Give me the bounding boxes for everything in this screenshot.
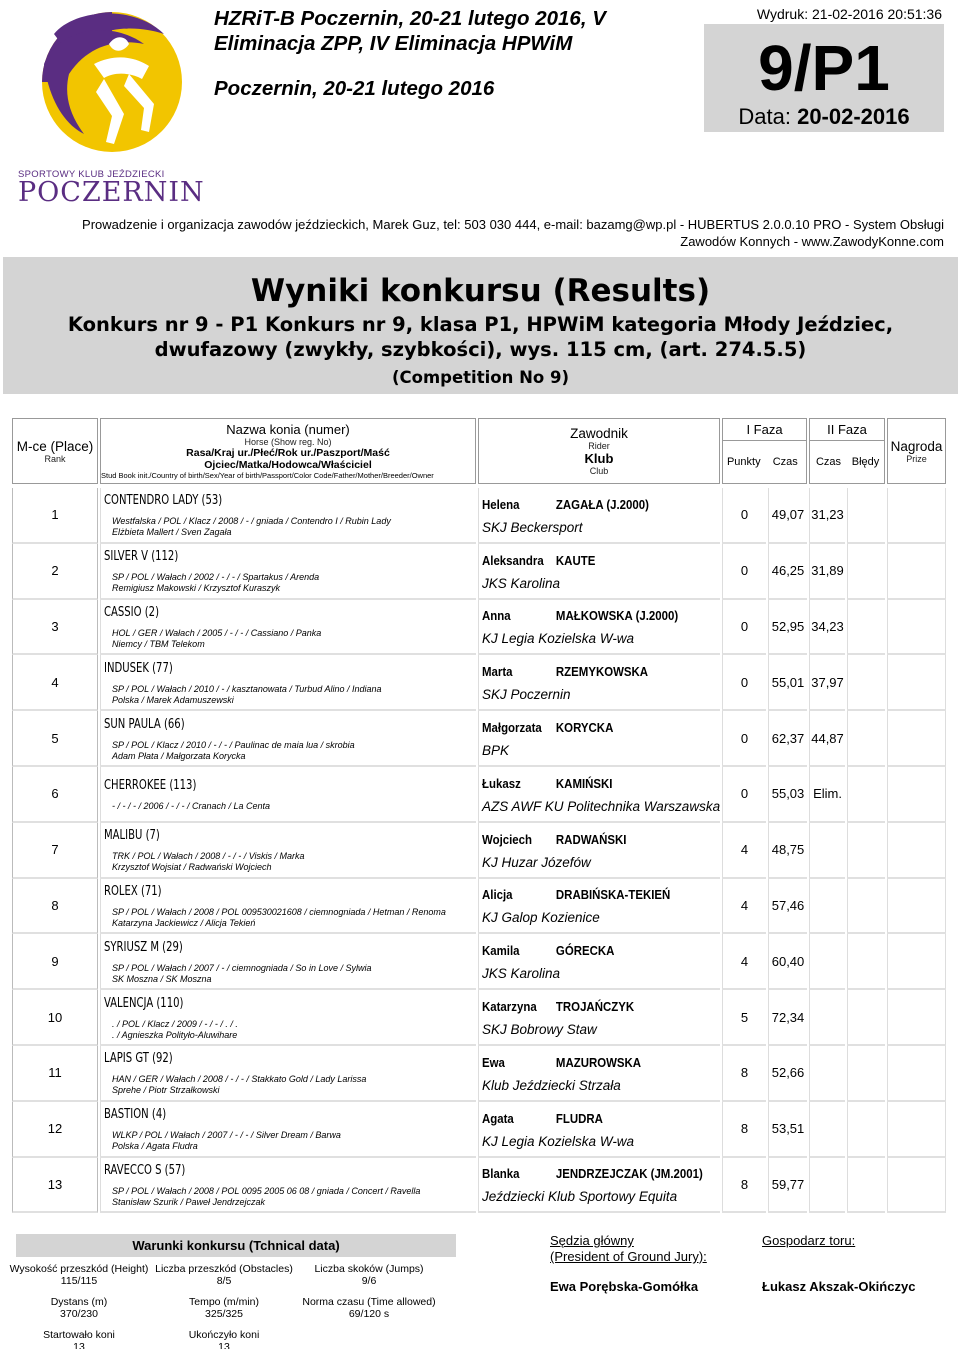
logo-text-top: SPORTOWY KLUB JEŹDZIECKI [18,169,165,180]
points-cell: 0 [722,655,766,711]
horse-info-line1: SP / POL / Wałach / 2002 / - / - / Spartakus / Arenda [112,572,320,583]
time1-cell: 48,75 [768,823,807,879]
horse-info-line2: Remigiusz Makowski / Krzysztof Kuraszyk [112,583,281,594]
horse-info-line2: Sprehe / Piotr Strzałkowski [112,1085,220,1096]
technical-item [154,1296,294,1329]
rider-name [482,999,688,1014]
rider-first-name: Blanka [482,1166,520,1182]
faults2-cell [847,544,885,600]
horse-cell [100,823,476,879]
rider-last-name: KAUTE [555,552,596,568]
faults2-cell [847,767,885,823]
rider-last-name: RZEMYKOWSKA [555,664,649,680]
organizer-info: Prowadzenie i organizacja zawodów jeździeckich, Marek Guz, tel: 503 030 444, e-mail: bazamg@wp.pl - HUBERTUS 2.0.0.10 PRO - System Obsługi Zawodów Konnych - www.ZawodyKonne.com [82,217,944,249]
points-cell: 4 [722,934,766,990]
horse-cell [100,934,476,990]
rider-club: KJ Legia Kozielska W-wa [482,631,635,647]
horse-info [104,1074,472,1096]
place-cell: 6 [12,767,98,823]
rider-first-name: Helena [482,496,520,512]
col-horse-sub3: Ojciec/Matka/Hodowca/Właściciel [204,459,372,471]
judge-name: Ewa Porębska-Gomółka [550,1279,699,1294]
logo-text-bottom: POCZERNIN [18,177,205,208]
rider-club: JKS Karolina [482,966,561,982]
table-row [12,1102,946,1158]
horse-cell [100,1046,476,1102]
rider-club: SKJ Beckersport [482,519,583,535]
horse-name: RAVECCO S (57) [104,1162,186,1178]
results-banner [3,257,958,394]
horse-name: SUN PAULA (66) [104,716,185,732]
horse-cell [100,1102,476,1158]
rider-cell [478,767,720,823]
prize-cell [887,711,946,767]
rider-first-name: Aleksandra [482,552,544,568]
col-rider-sub: Rider [588,441,610,451]
horse-info-line2: Katarzyna Jackiewicz / Alicja Tekień [112,917,256,928]
print-timestamp: Wydruk: 21-02-2016 20:51:36 [756,6,942,22]
host-label: Gospodarz toru: [762,1233,856,1248]
club-logo [14,4,205,209]
horse-name: CHERROKEE (113) [104,777,197,793]
date-value: 20-02-2016 [797,104,910,129]
horse-name: SILVER V (112) [104,549,179,565]
horse-cell [100,711,476,767]
technical-item [4,1329,154,1349]
rider-cell [478,655,720,711]
horse-info-line2: Adam Płata / Małgorzata Korycka [112,750,246,761]
horse-info-line2: Polska / Agata Fludra [112,1141,198,1152]
prize-cell [887,488,946,544]
time1-cell: 52,66 [768,1046,807,1102]
horse-cell [100,488,476,544]
place-cell: 7 [12,823,98,879]
rider-name [482,943,688,958]
technical-label: Norma czasu (Time allowed) [302,1296,436,1308]
rider-name [482,664,688,679]
competition-date [704,104,944,130]
prize-cell [887,600,946,656]
rider-cell [478,934,720,990]
horse-info-line1: SP / POL / Wałach / 2008 / POL 009530021608 / ciemnogniada / Hetman / Renoma [112,906,446,917]
horse-info-line2: Niemcy / TBM Telekom [112,638,205,649]
horse-name: MALIBU (7) [104,828,160,844]
table-row [12,488,946,544]
col-place-label: M-ce (Place) [16,438,94,454]
technical-label: Liczba przeszkód (Obstacles) [155,1263,293,1275]
table-row [12,767,946,823]
event-subtitle: Poczernin, 20-21 lutego 2016 [214,77,495,100]
rider-club: KJ Huzar Józefów [482,854,591,870]
place-cell: 10 [12,990,98,1046]
rider-club: SKJ Bobrowy Staw [482,1022,597,1038]
rider-club: Klub Jeździecki Strzała [482,1077,621,1093]
place-cell: 2 [12,544,98,600]
technical-item [294,1263,444,1296]
place-cell: 9 [12,934,98,990]
points-cell: 4 [722,823,766,879]
time2-cell: Elim. [809,767,845,823]
rider-last-name: MAŁKOWSKA (J.2000) [555,608,679,624]
place-cell: 3 [12,600,98,656]
horse-info-line1: TRK / POL / Wałach / 2008 / - / - / Viskis / Marka [112,851,305,862]
rider-last-name: JENDRZEJCZAK (JM.2001) [555,1166,703,1182]
prize-cell [887,879,946,935]
horse-name: CONTENDRO LADY (53) [104,493,223,509]
table-row [12,879,946,935]
time1-cell: 55,03 [768,767,807,823]
rider-last-name: RADWAŃSKI [555,831,627,847]
points-cell: 0 [722,711,766,767]
rider-name [482,832,688,847]
horse-name: BASTION (4) [104,1107,167,1123]
horse-info [104,851,472,873]
rider-cell [478,544,720,600]
time2-cell [809,1158,845,1214]
technical-value: 69/120 s [348,1308,390,1320]
rider-first-name: Katarzyna [482,999,537,1015]
time2-cell [809,879,845,935]
faults2-cell [847,1102,885,1158]
horse-info [104,684,472,706]
rider-last-name: DRABIŃSKA-TEKIEŃ [555,887,671,903]
time1-cell: 60,40 [768,934,807,990]
col-horse-sub1: Horse (Show reg. No) [244,437,332,447]
horse-info [104,628,472,650]
table-row [12,655,946,711]
technical-title: Warunki konkursu (Tchnical data) [16,1234,456,1257]
rider-cell [478,711,720,767]
faults2-cell [847,934,885,990]
horse-info-line2: Krzysztof Wojsiat / Radwański Wojciech [112,862,272,873]
faults2-cell [847,711,885,767]
horse-name: VALENCJA (110) [104,995,184,1011]
rider-last-name: MAZUROWSKA [555,1054,642,1070]
points-cell: 0 [722,544,766,600]
technical-label: Liczba skoków (Jumps) [314,1263,424,1275]
horse-info-line2: SK Moszna / SK Moszna [112,973,212,984]
col-horse-label: Nazwa konia (numer) [226,422,350,437]
col-horse [100,418,476,484]
rider-cell [478,1158,720,1214]
rider-name [482,1166,703,1182]
points-cell: 8 [722,1046,766,1102]
col-club-sub: Club [589,466,609,476]
time1-cell: 72,34 [768,990,807,1046]
prize-cell [887,934,946,990]
rider-last-name: FLUDRA [555,1110,603,1126]
technical-item [154,1329,294,1349]
technical-item [4,1263,154,1296]
prize-cell [887,1158,946,1214]
prize-cell [887,990,946,1046]
rider-cell [478,600,720,656]
rider-name [482,887,688,902]
horse-info-line1: SP / POL / Wałach / 2010 / - / kasztanowata / Turbud Alino / Indiana [112,683,382,694]
col-faults: Błędy [851,456,880,468]
col-horse-sub4: Stud Book init./Country of birth/Sex/Year of birth/Passport/Color Code/Father/Mother/Breeder/Owner [101,471,434,480]
table-row [12,1158,946,1214]
horse-info [104,801,472,812]
col-rider-label: Zawodnik [570,426,628,441]
time2-cell: 44,87 [809,711,845,767]
rider-club: SKJ Poczernin [482,687,571,703]
table-row [12,600,946,656]
technical-value: 13 [73,1341,85,1349]
rider-club: BPK [482,743,510,759]
prize-cell [887,823,946,879]
time2-cell [809,1102,845,1158]
rider-last-name: ZAGAŁA (J.2000) [555,496,649,512]
place-cell: 1 [12,488,98,544]
competition-number: (Competition No 9) [391,368,569,387]
time1-cell: 55,01 [768,655,807,711]
time1-cell: 59,77 [768,1158,807,1214]
horse-cell [100,879,476,935]
points-cell: 8 [722,1102,766,1158]
prize-cell [887,655,946,711]
date-label: Data: [738,104,791,129]
rider-cell [478,488,720,544]
technical-value: 325/325 [205,1308,243,1320]
rider-first-name: Anna [482,608,511,624]
technical-value: 9/6 [361,1275,377,1287]
horse-name: LAPIS GT (92) [104,1051,173,1067]
prize-cell [887,767,946,823]
horse-name: CASSIO (2) [104,604,159,620]
horse-cell [100,655,476,711]
faults2-cell [847,600,885,656]
rider-first-name: Marta [482,664,513,680]
col-rider [478,418,720,484]
rider-name [482,553,688,568]
technical-value: 13 [218,1341,230,1349]
col-phase1 [722,418,807,484]
horse-info-line2: Polska / Marek Adamuszewski [112,694,234,705]
horse-info-line1: - / - / - / 2006 / - / - / Cranach / La Centa [112,800,271,811]
time2-cell: 34,23 [809,600,845,656]
horse-cell [100,1158,476,1214]
place-cell: 12 [12,1102,98,1158]
rider-cell [478,990,720,1046]
rider-club: Jeździecki Klub Sportowy Equita [482,1189,678,1205]
rider-club: KJ Legia Kozielska W-wa [482,1133,635,1149]
faults2-cell [847,879,885,935]
prize-cell [887,1046,946,1102]
technical-grid [4,1263,456,1349]
technical-value: 8/5 [216,1275,232,1287]
technical-label: Tempo (m/min) [188,1296,259,1308]
competition-code: 9/P1 [758,32,890,104]
technical-data [9,1234,456,1349]
faults2-cell [847,823,885,879]
horse-info-line1: HOL / GER / Wałach / 2005 / - / - / Cassiano / Panka [112,627,322,638]
points-cell: 4 [722,879,766,935]
col-phase2-label: II Faza [810,419,884,441]
horse-info-line1: SP / POL / Wałach / 2008 / POL 0095 2005 06 08 / gniada / Concert / Ravella [112,1185,421,1196]
rider-first-name: Kamila [482,943,520,959]
rider-first-name: Agata [482,1110,514,1126]
technical-label: Ukończyło koni [188,1329,260,1341]
technical-label: Dystans (m) [50,1296,108,1308]
rider-club: KJ Galop Kozienice [482,910,600,926]
horse-name: SYRIUSZ M (29) [104,939,183,955]
faults2-cell [847,990,885,1046]
competition-code-box [704,24,944,132]
technical-item [154,1263,294,1296]
judge-label-line2: (President of Ground Jury): [550,1249,707,1264]
horse-info-line1: WLKP / POL / Wałach / 2007 / - / - / Silver Dream / Barwa [112,1130,341,1141]
technical-label: Startowało koni [43,1329,115,1341]
points-cell: 8 [722,1158,766,1214]
technical-label: Wysokość przeszkód (Height) [9,1263,149,1275]
time2-cell: 37,97 [809,655,845,711]
table-row [12,823,946,879]
place-cell: 13 [12,1158,98,1214]
time2-cell: 31,23 [809,488,845,544]
points-cell: 0 [722,600,766,656]
horse-info-line2: . / Agnieszka Polityło-Aluwihare [112,1029,238,1040]
col-prize-label: Nagroda [890,438,943,454]
prize-cell [887,544,946,600]
col-club-label: Klub [584,451,614,466]
points-cell: 0 [722,767,766,823]
col-points: Punkty [726,456,761,468]
time1-cell: 46,25 [768,544,807,600]
horse-info-line2: Stanisław Szurik / Paweł Jendrzejczak [112,1196,266,1207]
place-cell: 11 [12,1046,98,1102]
rider-club: JKS Karolina [482,575,561,591]
table-row [12,934,946,990]
col-prize [887,418,946,484]
faults2-cell [847,1158,885,1214]
time2-cell [809,990,845,1046]
horse-info [104,516,472,538]
col-place-sub: Rank [44,453,66,464]
horse-cell [100,544,476,600]
place-cell: 4 [12,655,98,711]
rider-club: AZS AWF KU Politechnika Warszawska [482,798,721,814]
rider-cell [478,823,720,879]
technical-value: 370/230 [60,1308,98,1320]
table-row [12,711,946,767]
horse-info [104,740,472,762]
col-time1: Czas [772,456,798,468]
points-cell: 0 [722,488,766,544]
horse-info [104,1019,472,1041]
rider-name [482,776,688,791]
points-cell: 5 [722,990,766,1046]
horse-info [104,907,472,929]
results-rows [12,488,946,1213]
rider-name [482,1055,688,1070]
rider-name [482,1111,688,1126]
rider-first-name: Wojciech [482,831,533,847]
rider-last-name: TROJAŃCZYK [555,999,635,1015]
time2-cell [809,934,845,990]
col-phase1-label: I Faza [723,419,806,441]
time1-cell: 53,51 [768,1102,807,1158]
place-cell: 5 [12,711,98,767]
table-row [12,990,946,1046]
judge-label-line1: Sędzia główny [550,1233,634,1248]
horse-info [104,963,472,985]
rider-name [482,497,688,512]
rider-first-name: Łukasz [482,775,521,791]
horse-info-line1: HAN / GER / Wałach / 2008 / - / - / Stakkato Gold / Lady Larissa [112,1074,367,1085]
place-cell: 8 [12,879,98,935]
horse-info [104,572,472,594]
horse-info [104,1186,472,1208]
faults2-cell [847,488,885,544]
col-place [12,418,98,484]
rider-cell [478,1046,720,1102]
rider-cell [478,1102,720,1158]
horse-info-line2: Elżbieta Mallert / Sven Zagała [112,527,232,538]
table-row [12,544,946,600]
time1-cell: 62,37 [768,711,807,767]
horse-info-line1: Westfalska / POL / Klacz / 2008 / - / gniada / Contendro I / Rubin Lady [112,516,391,527]
rider-first-name: Alicja [482,887,513,903]
judge-label [550,1233,707,1265]
horse-cell [100,600,476,656]
col-time2: Czas [815,456,842,468]
time1-cell: 49,07 [768,488,807,544]
horse-cell [100,767,476,823]
rider-name [482,720,688,735]
rider-last-name: KAMIŃSKI [555,775,613,791]
host-name: Łukasz Akszak-Okińczyc [762,1279,916,1294]
horse-info-line1: SP / POL / Klacz / 2010 / - / - / Paulinac de maia lua / skrobia [112,739,355,750]
rider-first-name: Małgorzata [482,720,542,736]
rider-first-name: Ewa [482,1054,505,1070]
competition-description: Konkurs nr 9 - P1 Konkurs nr 9, klasa P1, HPWiM kategoria Młody Jeździec, dwufazowy (zwykły, szybkości), wys. 115 cm, (art. 274.5.5) [67,313,894,361]
faults2-cell [847,1046,885,1102]
time1-cell: 52,95 [768,600,807,656]
horse-name: INDUSEK (77) [104,660,173,676]
time2-cell [809,1046,845,1102]
time1-cell: 57,46 [768,879,807,935]
time2-cell: 31,89 [809,544,845,600]
technical-value: 115/115 [60,1275,98,1287]
results-table [10,418,948,1213]
time2-cell [809,823,845,879]
event-title: HZRiT-B Poczernin, 20-21 lutego 2016, V Eliminacja ZPP, IV Eliminacja HPWiM [214,7,606,55]
horse-info-line1: . / POL / Klacz / 2009 / - / - / . / . [112,1018,238,1029]
rider-name [482,608,688,623]
prize-cell [887,1102,946,1158]
faults2-cell [847,655,885,711]
col-horse-sub2: Rasa/Kraj ur./Płeć/Rok ur./Paszport/Maść [186,447,390,459]
rider-last-name: GÓRECKA [555,943,615,959]
horse-cell [100,990,476,1046]
col-phase2 [809,418,885,484]
table-row [12,1046,946,1102]
horse-info-line1: SP / POL / Wałach / 2007 / - / ciemnogniada / So in Love / Sylwia [112,962,372,973]
horse-info [104,1130,472,1152]
technical-item [294,1296,444,1329]
results-title: Wyniki konkursu (Results) [250,273,711,309]
rider-cell [478,879,720,935]
rider-last-name: KORYCKA [555,720,614,736]
horse-name: ROLEX (71) [104,883,162,899]
technical-item [4,1296,154,1329]
col-prize-sub: Prize [906,453,927,464]
